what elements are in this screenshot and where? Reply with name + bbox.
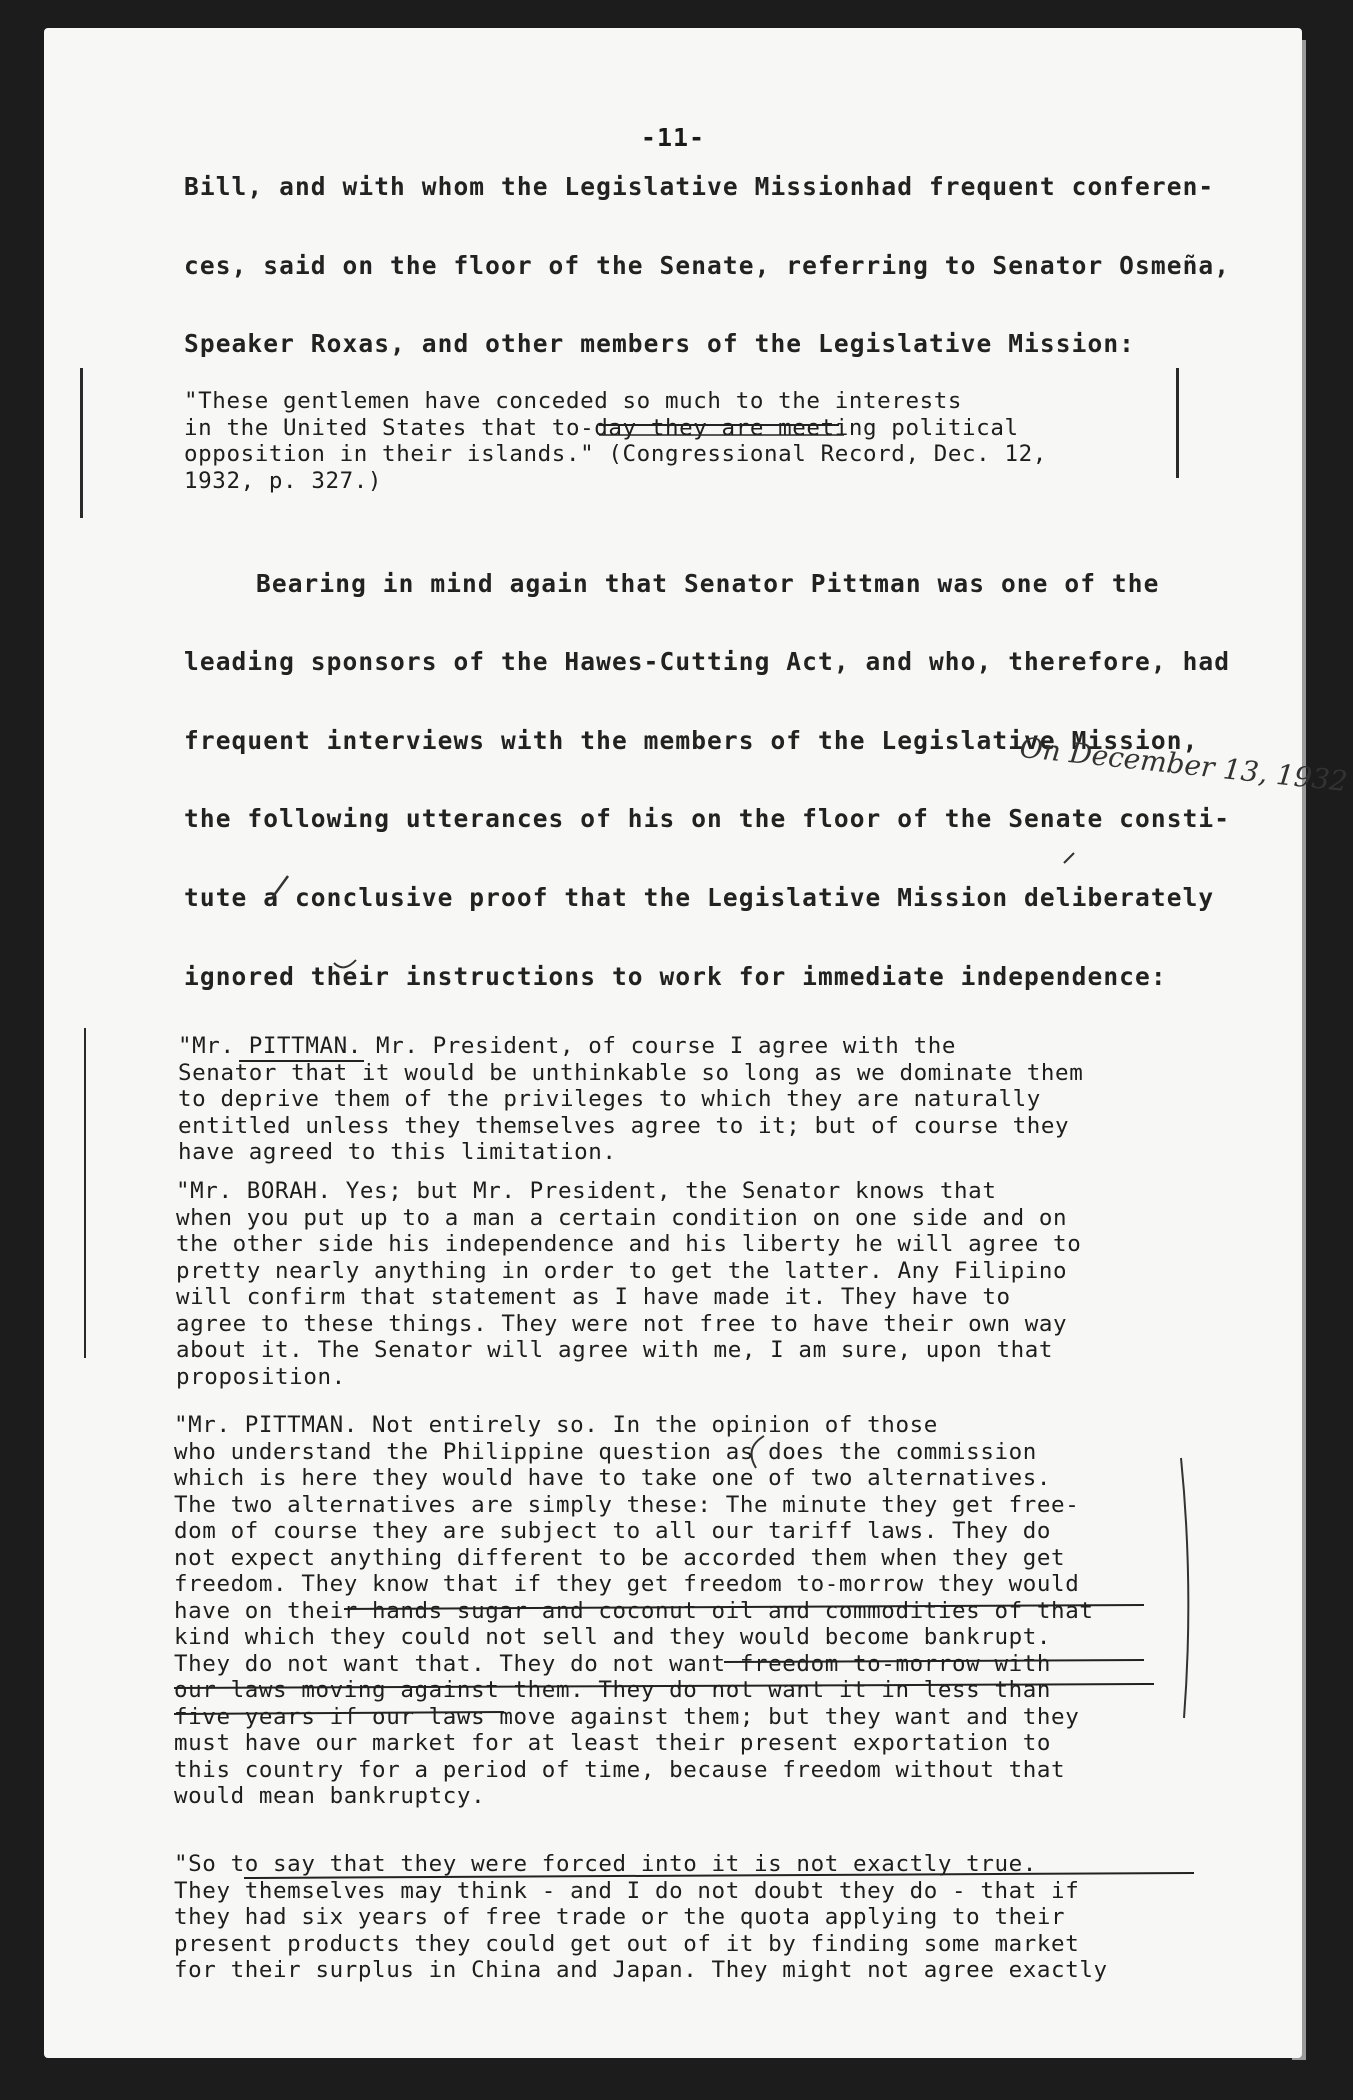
quote-pittman-1: "Mr. PITTMAN. Mr. President, of course I agree with the Senator that it would be unthinkable so long as we dominate them to deprive them of the privileges to which they are naturally entitled unless they themselves agree to it; but of course they have agreed to this limitation. [178,1033,1084,1165]
body-line-3: Speaker Roxas, and other members of the Legislative Mission: [184,329,1136,358]
bracket-open [752,1436,765,1468]
body-line-7: the following utterances of his on the floor of the Senate consti- [184,804,1231,833]
underline-forced [244,1873,1194,1878]
quote-pittman-3: "So to say that they were forced into it is not exactly true. They themselves may think - and I do not doubt they do - that if they had six years of free trade or the quota applying to their present products they could get out of it by finding some market for their surplus in China and Japan. They might not agree exactly [174,1851,1108,1983]
underline-bankrupt [724,1660,1144,1662]
document-page [44,28,1350,2058]
page-number: -11- [640,123,706,152]
bracket-close [1181,1458,1188,1718]
underline-want [174,1684,1154,1688]
body-line-2: ces, said on the floor of the Senate, referring to Senator Osmeña, [184,251,1231,280]
caret-mark [1064,853,1074,863]
body-line-4: Bearing in mind again that Senator Pittman was one of the [256,569,1160,598]
underline-freedom [344,1605,1144,1609]
body-line-8: tute a conclusive proof that the Legislative Mission deliberately [184,883,1215,912]
handwritten-annotation: On December 13, 1932 [1018,730,1350,799]
correction-ignored [334,960,356,967]
strike-a [272,876,288,898]
body-line-5: leading sponsors of the Hawes-Cutting Act, and who, therefore, had [184,647,1231,676]
body-line-9: ignored their instructions to work for immediate independence: [184,962,1167,991]
quote-congressional-record: "These gentlemen have conceded so much to the interests in the United States that to-day they are meeting political opposition in their islands." (Congressional Record, Dec. 12, 1932, p. 327.) [184,388,1047,494]
underline-laws [174,1712,504,1714]
body-line-1: Bill, and with whom the Legislative Missionhad frequent conferen- [184,172,1215,201]
quote-pittman-2: "Mr. PITTMAN. Not entirely so. In the opinion of those who understand the Philippine question as does the commission which is here they would have to take one of two alternatives. The two alternatives are simply these: The minute they get free- dom of course they are subject to all our tariff laws. They do not expect anything different to be accorded them when they get freedom. They know that if they get freedom to-morrow they would have on their hands sugar and coconut oil and commodities of that kind which they could not sell and they would become bankrupt. They do not want that. They do not want freedom to-morrow with our laws moving against them. They do not want it in less than five years if our laws move against them; but they want and they must have our market for at least their present exportation to this country for a period of time, because freedom without that would mean bankruptcy. [174,1412,1094,1809]
pen-markings [44,28,1302,2058]
quote-borah: "Mr. BORAH. Yes; but Mr. President, the Senator knows that when you put up to a man a certain condition on one side and on the other side his independence and his liberty he will agree to pretty nearly anything in order to get the latter. Any Filipino will confirm that statement as I have made it. They have to agree to these things. They were not free to have their own way about it. The Senator will agree with me, I am sure, upon that proposition. [176,1178,1082,1390]
body-line-6: frequent interviews with the members of the Legislative Mission, [184,726,1199,755]
